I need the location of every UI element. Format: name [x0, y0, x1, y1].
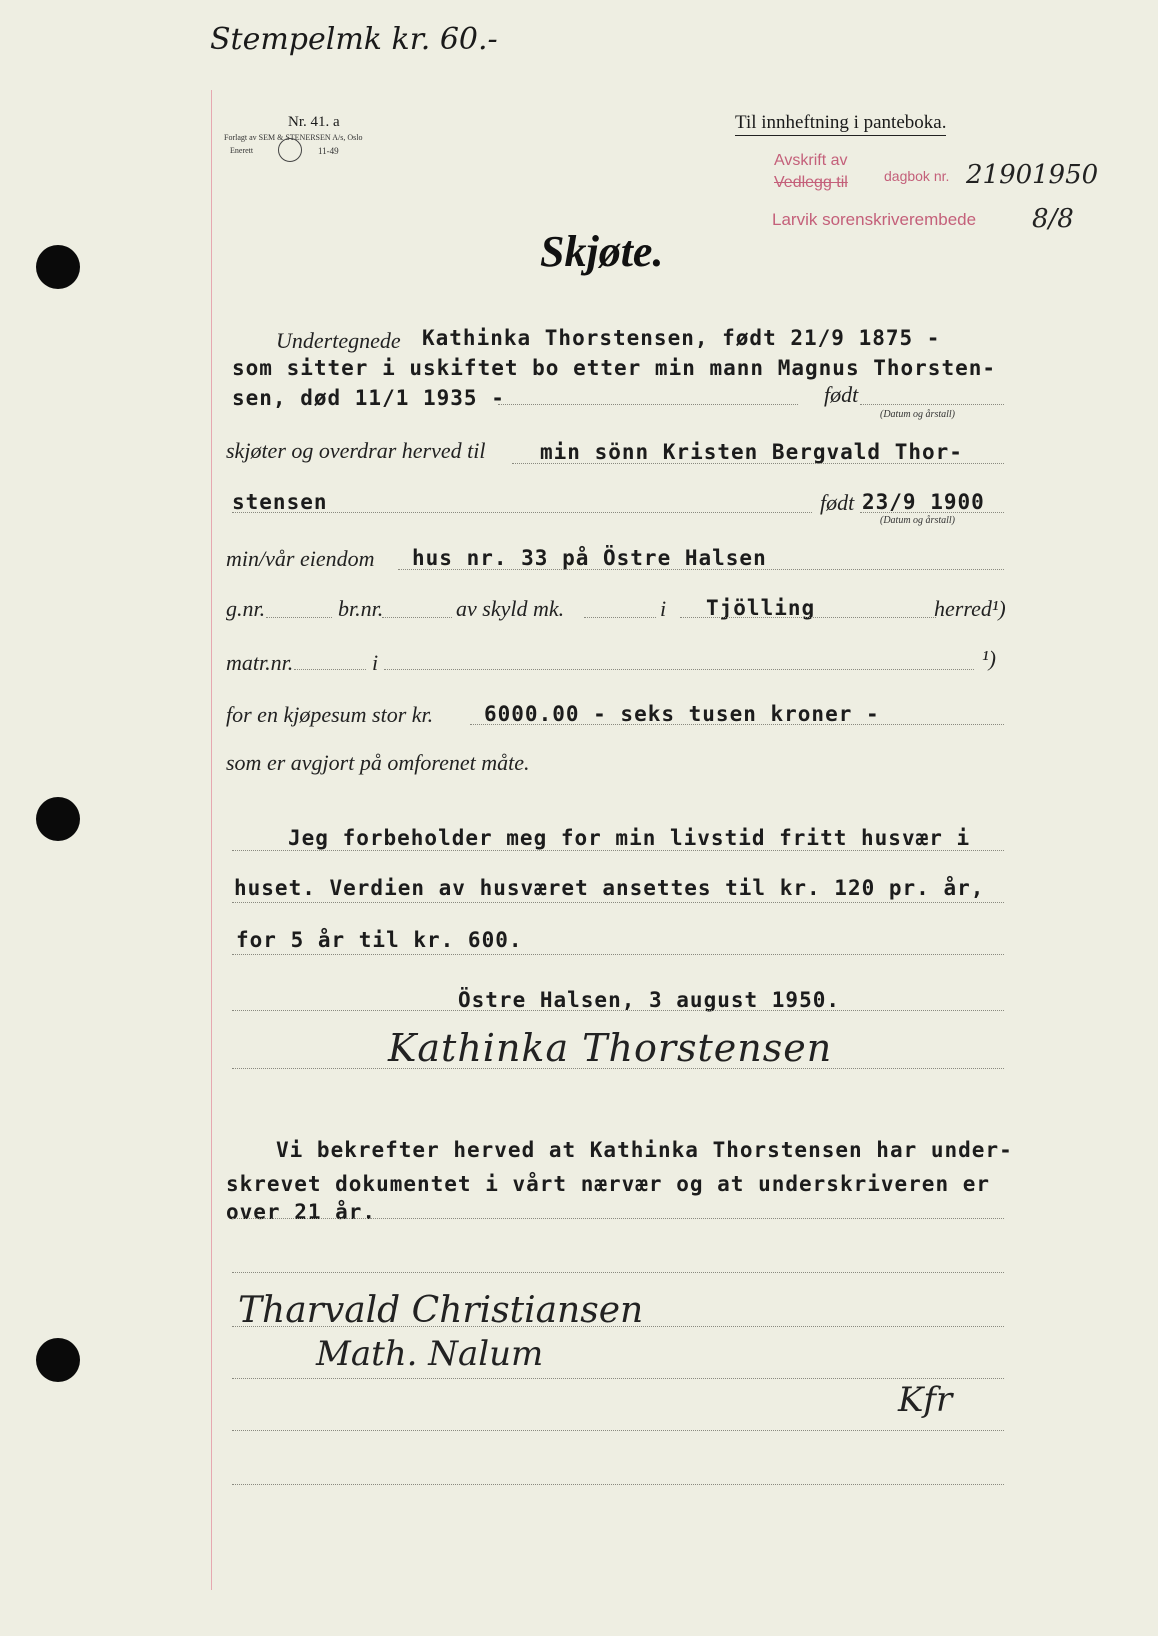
undertegnede-label: Undertegnede [276, 328, 401, 353]
stamp-line1-b: dagbok nr. [884, 168, 950, 184]
witness-line3: over 21 år. [226, 1200, 377, 1224]
buyer-birth: 23/9 1900 [862, 490, 985, 514]
stamp-line3: Larvik sorenskriverembede [772, 210, 977, 229]
dotted-rule [232, 512, 812, 513]
fodt-label: født [820, 490, 855, 515]
transfer-label: skjøter og overdrar herved til [226, 438, 486, 463]
dotted-rule [860, 404, 1004, 405]
publisher-logo [278, 138, 302, 162]
property-label: min/vår eiendom [226, 546, 375, 571]
price-value: 6000.00 - seks tusen kroner - [484, 702, 880, 726]
dotted-rule [232, 1272, 1004, 1273]
rights-line: Enerett [230, 146, 254, 155]
witness-signature-2: Math. Nalum [316, 1334, 544, 1374]
dotted-rule [232, 850, 1004, 851]
dotted-rule [512, 463, 1004, 464]
place-date: Östre Halsen, 3 august 1950. [458, 988, 841, 1012]
datum-label: (Datum og årstall) [880, 409, 955, 420]
settled-text: som er avgjort på omforenet måte. [226, 750, 530, 775]
journal-number: 2190 [966, 160, 1033, 190]
reserve-line2: huset. Verdien av husværet ansettes til kr. 120 pr. år, [234, 876, 985, 900]
seller-signature: Kathinka Thorstensen [388, 1026, 833, 1070]
witness-signature-1: Tharvald Christiansen [238, 1290, 644, 1331]
dotted-rule [266, 617, 332, 618]
herred-label: herred¹) [934, 596, 1006, 621]
i-label-2: i [372, 650, 379, 675]
buyer-line2: stensen [232, 490, 328, 514]
dotted-rule [232, 902, 1004, 903]
filing-note: Til innheftning i panteboka. [735, 112, 946, 136]
dotted-rule [470, 724, 1004, 725]
dotted-rule [498, 404, 798, 405]
dotted-rule [232, 1218, 1004, 1219]
i-label: i [660, 596, 667, 621]
price-label: for en kjøpesum stor kr. [226, 702, 434, 727]
dotted-rule [398, 569, 1004, 570]
dotted-rule [384, 669, 974, 670]
reserve-line3: for 5 år til kr. 600. [236, 928, 523, 952]
initials: Kfr [898, 1380, 953, 1420]
stamp-line1-a: Avskrift av [774, 152, 848, 169]
stamp-year: 1950 [1032, 160, 1099, 190]
dotted-rule [232, 954, 1004, 955]
municipality: Tjölling [706, 596, 816, 620]
margin-line [211, 90, 212, 1590]
publisher-line: Forlagt av SEM & STENERSEN A/s, Oslo [224, 133, 363, 142]
reserve-line1: Jeg forbeholder meg for min livstid fritt husvær i [288, 826, 971, 850]
stamp-duty-note: Stempelmk kr. 60.- [210, 22, 498, 57]
property-value: hus nr. 33 på Östre Halsen [412, 546, 767, 570]
seller-line2: som sitter i uskiftet bo etter min mann Magnus Thorsten- [232, 356, 997, 380]
dotted-rule [382, 617, 452, 618]
stamp-line2: Vedlegg til [774, 174, 848, 191]
footnote-mark: ¹) [982, 646, 996, 671]
gnr-label: g.nr. [226, 596, 266, 621]
dotted-rule [294, 669, 366, 670]
brnr-label: br.nr. [338, 596, 384, 621]
seller-line3: sen, død 11/1 1935 - [232, 386, 505, 410]
dotted-rule [232, 1484, 1004, 1485]
witness-line1: Vi bekrefter herved at Kathinka Thorstensen har under- [276, 1138, 1013, 1162]
witness-line2: skrevet dokumentet i vårt nærvær og at underskriveren er [226, 1172, 991, 1196]
matrnr-label: matr.nr. [226, 650, 294, 675]
skyld-label: av skyld mk. [456, 596, 565, 621]
document-title: Skjøte. [540, 227, 664, 276]
form-date: 11-49 [318, 146, 339, 156]
dotted-rule [680, 617, 936, 618]
punch-hole [36, 245, 80, 289]
dotted-rule [584, 617, 656, 618]
dotted-rule [232, 1326, 1004, 1327]
form-number: Nr. 41. a [288, 114, 340, 130]
dotted-rule [860, 512, 1004, 513]
dotted-rule [232, 1068, 1004, 1069]
dotted-rule [232, 1010, 1004, 1011]
seller-line1: Kathinka Thorstensen, født 21/9 1875 - [422, 326, 941, 350]
punch-hole [36, 1338, 80, 1382]
dotted-rule [232, 1430, 1004, 1431]
datum-label: (Datum og årstall) [880, 515, 955, 526]
stamp-date: 8/8 [1032, 204, 1074, 234]
buyer-line1: min sönn Kristen Bergvald Thor- [540, 440, 963, 464]
fodt-label: født [824, 382, 859, 407]
punch-hole [36, 797, 80, 841]
dotted-rule [232, 1378, 1004, 1379]
